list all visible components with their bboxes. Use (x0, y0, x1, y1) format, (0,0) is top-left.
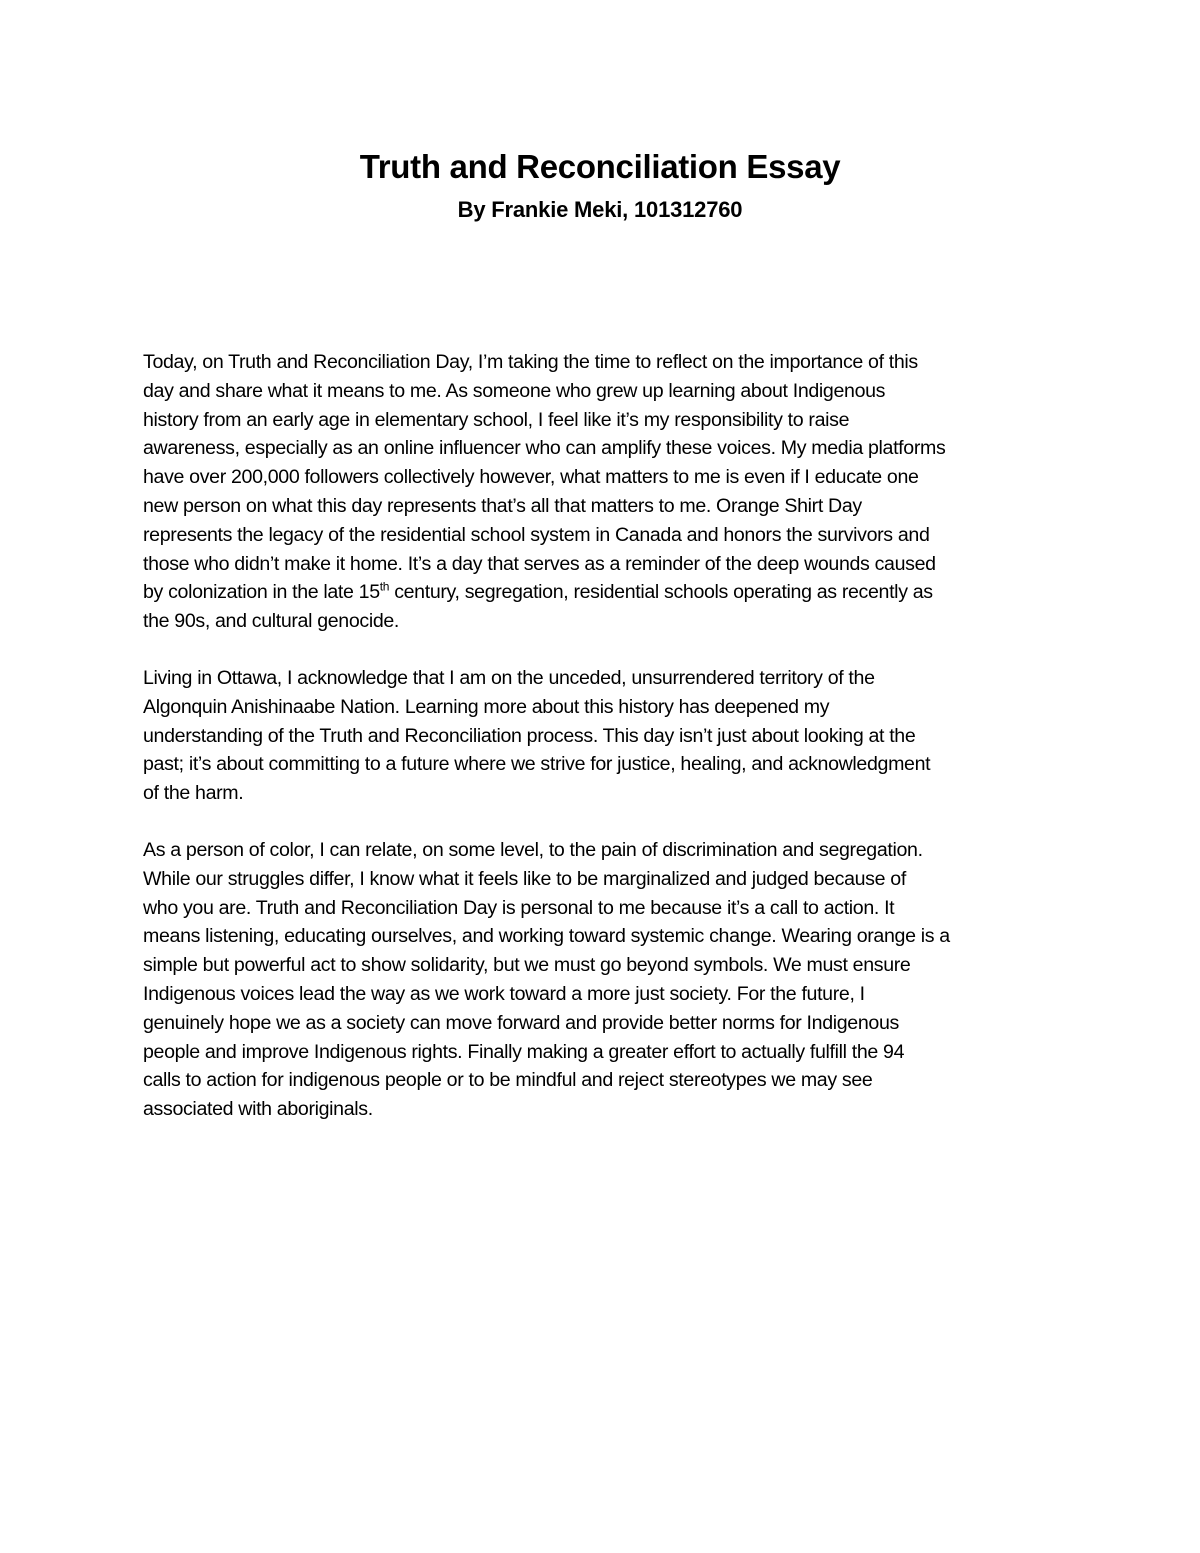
paragraph-line: Algonquin Anishinaabe Nation. Learning more about this history has deepened my (143, 695, 830, 718)
paragraph-line: Living in Ottawa, I acknowledge that I am on the unceded, unsurrendered territory of the (143, 667, 875, 689)
paragraph-line: people and improve Indigenous rights. Finally making a greater effort to actually fulfill the 94 (143, 1040, 905, 1063)
paragraph-line: those who didn’t make it home. It’s a day that serves as a reminder of the deep wounds caused (143, 552, 936, 575)
paragraph-1 (143, 348, 1063, 636)
paragraph-line: associated with aboriginals. (143, 1098, 373, 1121)
paragraph-line: have over 200,000 followers collectively however, what matters to me is even if I educate one (143, 466, 919, 489)
paragraph-line: genuinely hope we as a society can move forward and provide better norms for Indigenous (143, 1011, 899, 1034)
paragraph-line: who you are. Truth and Reconciliation Day is personal to me because it’s a call to action. It (143, 896, 895, 919)
line-text: century, segregation, residential schools operating as recently as (389, 581, 933, 604)
paragraph-line (143, 578, 1063, 607)
paragraph-line: new person on what this day represents that’s all that matters to me. Orange Shirt Day (143, 494, 862, 517)
paragraph-line: the 90s, and cultural genocide. (143, 610, 400, 633)
paragraph-line: means listening, educating ourselves, and working toward systemic change. Wearing orange is a (143, 925, 950, 948)
paragraph-line: past; it’s about committing to a future where we strive for justice, healing, and acknowledgment (143, 753, 931, 776)
paragraph-3 (143, 836, 1063, 1124)
paragraph-line: Indigenous voices lead the way as we work toward a more just society. For the future, I (143, 982, 865, 1005)
paragraph-line: While our struggles differ, I know what it feels like to be marginalized and judged because of (143, 867, 906, 890)
paragraph-line: history from an early age in elementary school, I feel like it’s my responsibility to raise (143, 408, 850, 431)
paragraph-line: As a person of color, I can relate, on some level, to the pain of discrimination and segregation. (143, 839, 923, 861)
ordinal-superscript: th (379, 579, 390, 594)
paragraph-2 (143, 664, 1063, 808)
paragraph-line: represents the legacy of the residential school system in Canada and honors the survivors and (143, 523, 930, 546)
paragraph-line: day and share what it means to me. As someone who grew up learning about Indigenous (143, 379, 886, 402)
paragraph-line: simple but powerful act to show solidarity, but we must go beyond symbols. We must ensure (143, 954, 911, 977)
paragraph-line: understanding of the Truth and Reconciliation process. This day isn’t just about looking at the (143, 724, 916, 747)
document-byline: By Frankie Meki, 101312760 (457, 197, 743, 222)
line-text: by colonization in the late 15 (143, 581, 380, 604)
paragraph-line: Today, on Truth and Reconciliation Day, I’m taking the time to reflect on the importance of this (143, 351, 918, 373)
paragraph-line: calls to action for indigenous people or to be mindful and reject stereotypes we may see (143, 1069, 873, 1092)
document-title: Truth and Reconciliation Essay (359, 148, 841, 185)
paragraph-line: of the harm. (143, 782, 244, 805)
paragraph-line: awareness, especially as an online influencer who can amplify these voices. My media platforms (143, 437, 946, 460)
